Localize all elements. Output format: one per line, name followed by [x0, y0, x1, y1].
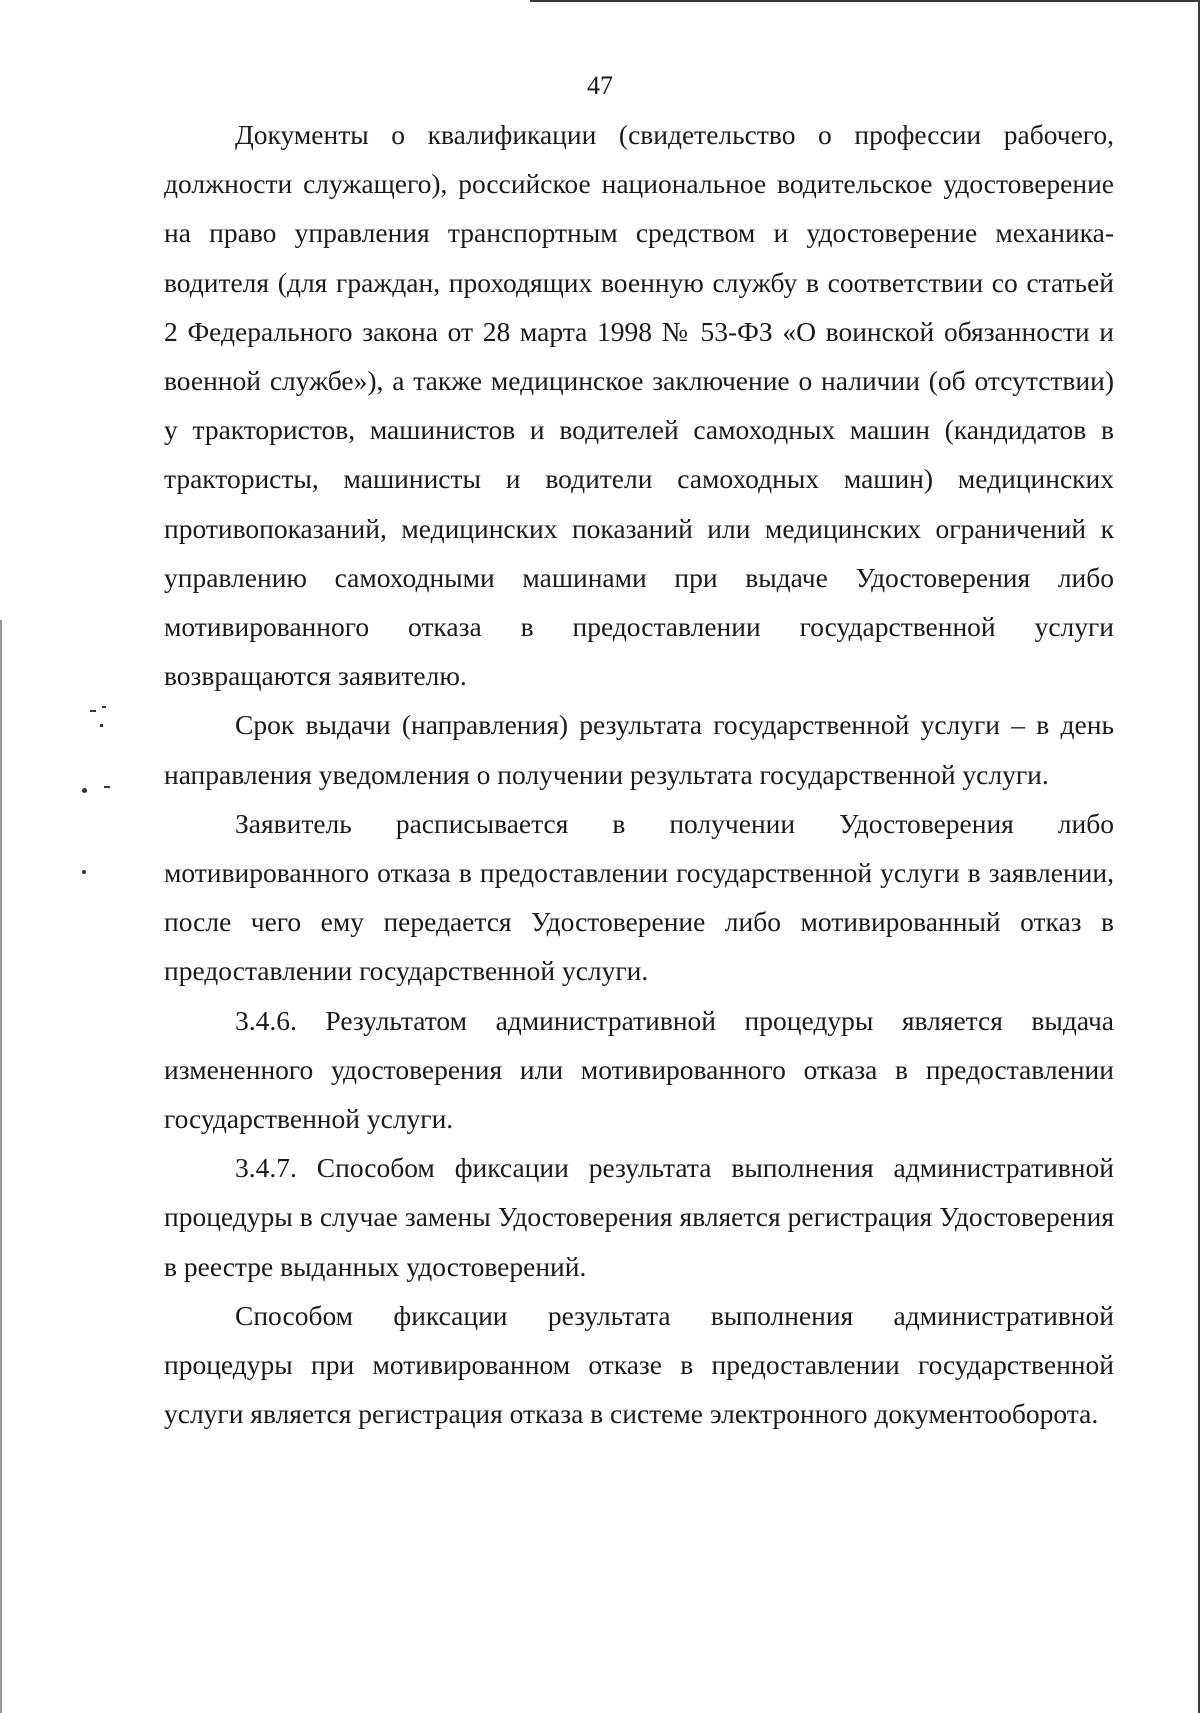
scan-edge-left [0, 620, 2, 1713]
paragraph-fixation-replacement: 3.4.7. Способом фиксации результата выполнения административной процедуры в случае замены Удостоверения является регистрация Удостоверения в реестре выданных удостоверений. [164, 1152, 1114, 1282]
paragraph-applicant-signature: Заявитель расписывается в получении Удостоверения либо мотивированного отказа в предоставлении государственной услуги в заявлении, после чего ему передается Удостоверение либо мотивированный отказ в предоставлении государственной услуги. [164, 807, 1114, 987]
page-number: 47 [587, 71, 613, 100]
paragraph-fixation-refusal: Способом фиксации результата выполнения административной процедуры при мотивированном отказе в предоставлении государственной услуги является регистрация отказа в системе электронного документооборота. [164, 1299, 1114, 1430]
document-body [164, 110, 1114, 1438]
paragraph-procedure-result: 3.4.6. Результатом административной процедуры является выдача измененного удостоверения или мотивированного отказа в предоставлении государственной услуги. [164, 1004, 1114, 1135]
paragraph-returned-documents: Документы о квалификации (свидетельство о профессии рабочего, должности служащего), российское национальное водительское удостоверение на право управления транспортным средством и удостоверение механика-водителя (для граждан, проходящих военную службу в соответствии со статьей 2 Федерального закона от 28 марта 1998 № 53-ФЗ «О воинской обязанности и военной службе»), а также медицинское заключение о наличии (об отсутствии) у трактористов, машинистов и водителей самоходных машин (кандидатов в трактористы, машинисты и водители самоходных машин) медицинских противопоказаний, медицинских показаний или медицинских ограничений к управлению самоходными машинами при выдаче Удостоверения либо мотивированного отказа в предоставлении государственной услуги возвращаются заявителю. [164, 119, 1114, 692]
paragraph-issue-deadline: Срок выдачи (направления) результата государственной услуги – в день направления уведомления о получении результата государственной услуги. [164, 709, 1114, 790]
margin-marks [60, 700, 120, 880]
scan-edge-top [530, 0, 1200, 2]
